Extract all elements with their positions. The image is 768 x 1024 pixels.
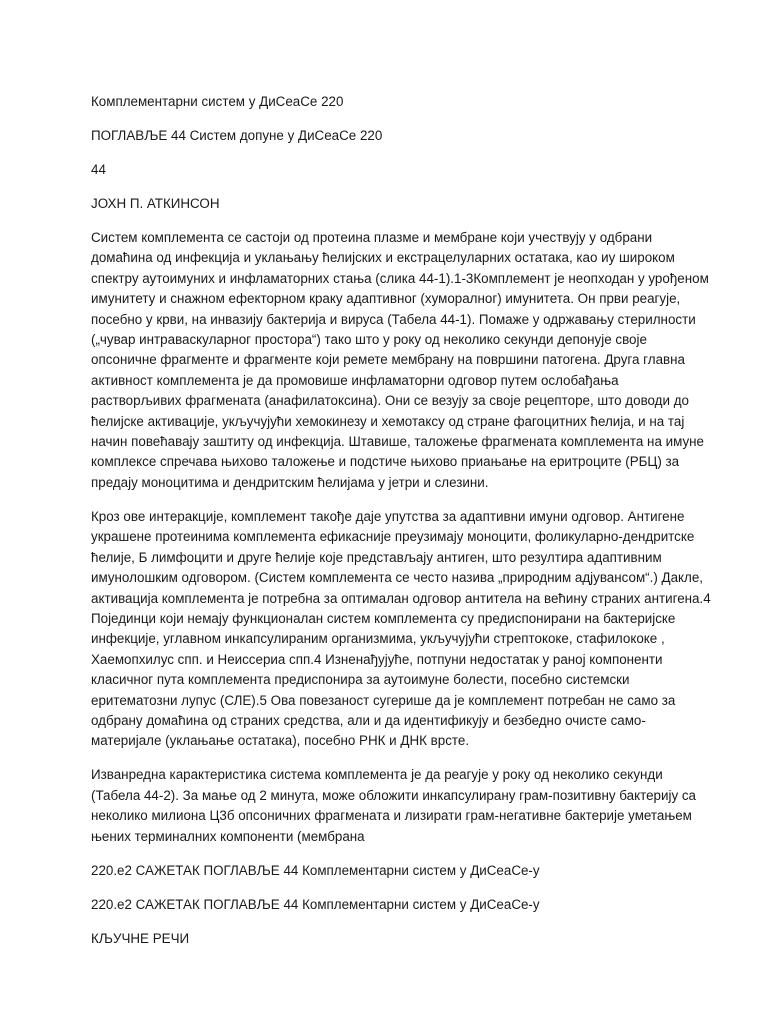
paragraph-line: Изванредна карактеристика система комплемента је да реагује у року од неколико секунди bbox=[91, 767, 663, 783]
paragraph-line: имунитету и снажном ефекторном краку адаптивног (хуморалног) имунитета. Он први реагује, bbox=[91, 291, 681, 307]
paragraph-line: домаћина од инфекција и уклањању ћелијских и екстрацелуларних остатака, као иу широком bbox=[91, 250, 675, 266]
document-page bbox=[91, 92, 711, 963]
paragraph-line: опсоничне фрагменте и фрагменте који ремете мембрану на површини патогена. Друга главна bbox=[91, 352, 685, 368]
paragraph-line: („чувар интраваскуларног простора“) тако што у року од неколико секунди депонује своје bbox=[91, 332, 647, 348]
document-title: Комплементарни систем у ДиСеаСе 220 bbox=[91, 94, 344, 109]
paragraph-line: материјале (уклањање остатака), посебно РНК и ДНК врсте. bbox=[91, 733, 470, 749]
paragraph-line: украшене протеинима комплемента ефикасније преузимају моноцити, фоликуларно-дендритске bbox=[91, 529, 695, 545]
author-name: ЈОХН П. АТКИНСОН bbox=[91, 196, 220, 211]
paragraph-line: Систем комплемента се састоји од протеина плазме и мембране који учествују у одбрани bbox=[91, 230, 653, 245]
paragraph-line: класичног пута комплемента предиспонира за аутоимуне болести, посебно системски bbox=[91, 672, 630, 688]
paragraph-line: њених терминалних компоненти (мембрана bbox=[91, 828, 365, 844]
paragraph-line: посебно у крви, на инвазију бактерија и вируса (Табела 44-1). Помаже у одржавању стерилности bbox=[91, 311, 696, 327]
paragraph-line: инфекције, углавном инкапсулираним организмима, укључујући стрептококе, стафилококе , bbox=[91, 631, 665, 647]
paragraph-line: ћелијске активације, укључујући хемокинезу и хемотаксу од стране фагоцитних ћелија, и на тај bbox=[91, 413, 685, 429]
paragraph-line: еритематозни лупус (СЛЕ).5 Ова повезаност сугерише да је комплемент потребан не само за bbox=[91, 692, 676, 708]
paragraph-line: неколико милиона Ц3б опсоничних фрагмената и лизирати грам-негативне бактерије уметањем bbox=[91, 808, 692, 824]
paragraph-line: начин повећавају заштиту од инфекција. Штавише, таложење фрагмената комплемента на имуне bbox=[91, 434, 704, 450]
paragraph-line: Кроз ове интеракције, комплемент такође даје упутства за адаптивни имуни одговор. Антигене bbox=[91, 508, 685, 524]
paragraph-line: комплексе спречава њихово таложење и подстиче њихово приањање на еритроците (РБЦ) за bbox=[91, 454, 680, 470]
paragraph-line: одбрану домаћина од страних средства, али и да идентификују и безбедно очисте само- bbox=[91, 712, 646, 728]
paragraph-line: Хаемопхилус спп. и Неиссериа спп.4 Изненађујуће, потпуни недостатак у раној компоненти bbox=[91, 651, 663, 667]
keywords-heading: КЉУЧНЕ РЕЧИ bbox=[91, 930, 190, 946]
paragraph-line: Појединци који немају функционалан систем комплемента су предиспонирани на бактеријске bbox=[91, 610, 676, 626]
chapter-number: 44 bbox=[91, 162, 106, 177]
paragraph-2 bbox=[91, 507, 711, 752]
paragraph-1 bbox=[91, 228, 709, 493]
paragraph-line: предају моноцитима и дендритским ћелијама у јетри и слезини. bbox=[91, 474, 489, 490]
summary-heading-repeat: 220.е2 САЖЕТАК ПОГЛАВЉЕ 44 Комплементарни систем у ДиСеаСе-у bbox=[91, 896, 540, 912]
paragraph-line: имунолошким одговором. (Систем комплемента се често назива „природним адјувансом“.) Дакле, bbox=[91, 570, 704, 586]
chapter-heading: ПОГЛАВЉЕ 44 Систем допуне у ДиСеаСе 220 bbox=[91, 128, 383, 143]
paragraph-line: ћелије, Б лимфоцити и друге ћелије које представљају антиген, што резултира адаптивним bbox=[91, 549, 662, 565]
paragraph-line: (Табела 44-2). За мање од 2 минута, може обложити инкапсулирану грам-позитивну бактерију са bbox=[91, 787, 696, 803]
paragraph-3 bbox=[91, 765, 696, 847]
paragraph-line: спектру аутоимуних и инфламаторних стања (слика 44-1).1-3Комплемент је неопходан у урођеном bbox=[91, 270, 709, 286]
paragraph-line: растворљивих фрагмената (анафилатоксина). Они се везују за своје рецепторе, што доводи до bbox=[91, 393, 689, 409]
summary-heading: 220.е2 САЖЕТАК ПОГЛАВЉЕ 44 Комплементарни систем у ДиСеаСе-у bbox=[91, 862, 540, 878]
paragraph-line: активација комплемента је потребна за оптималан одговор антитела на већину страних антигена.4 bbox=[91, 590, 711, 606]
paragraph-line: активност комплемента је да промовише инфламаторни одговор путем ослобађања bbox=[91, 372, 619, 388]
